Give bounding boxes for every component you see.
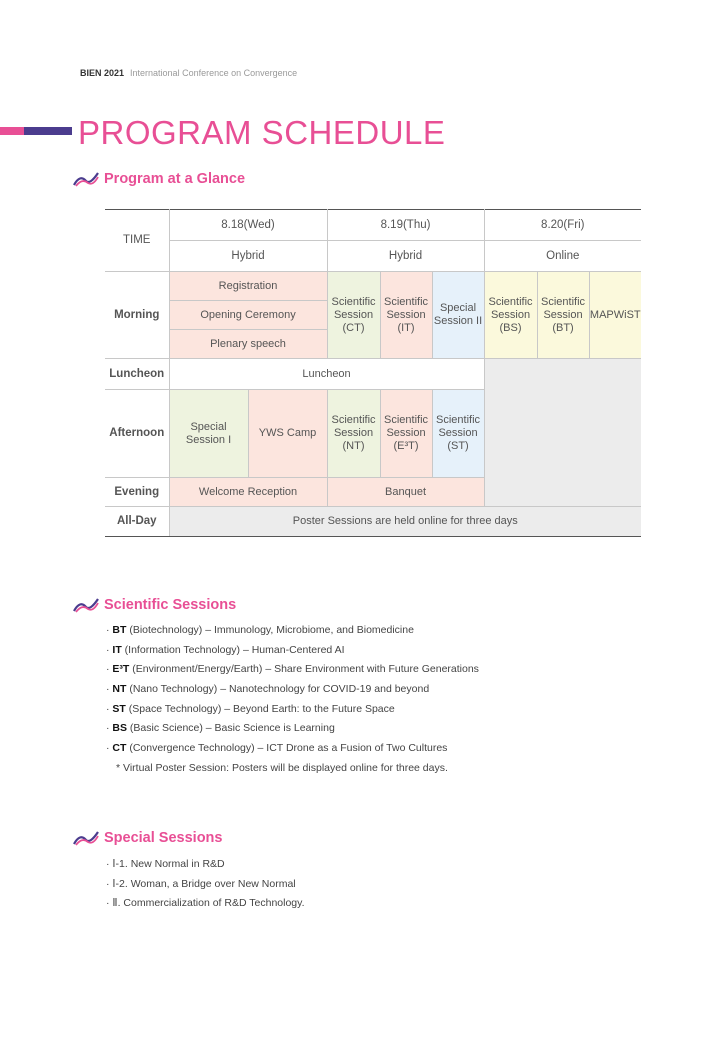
- mapwist-cell: MAPWiST: [589, 272, 641, 359]
- banquet-cell: Banquet: [327, 478, 484, 507]
- glance-heading-label: Program at a Glance: [104, 171, 246, 187]
- list-item: · E³T (Environment/Energy/Earth) – Share Environment with Future Generations: [106, 663, 479, 676]
- glance-heading: [72, 170, 245, 188]
- row-evening: Evening: [105, 478, 169, 507]
- list-item: · Ⅰ-1. New Normal in R&D: [106, 858, 225, 870]
- day1-mode: Hybrid: [169, 241, 327, 272]
- list-item: · ST (Space Technology) – Beyond Earth: to the Future Space: [106, 702, 395, 715]
- st-session-cell: Scientific Session (ST): [432, 390, 484, 478]
- schedule-table: [105, 209, 641, 537]
- nt-session-cell: Scientific Session (NT): [327, 390, 380, 478]
- poster-session-cell: Poster Sessions are held online for three days: [169, 507, 641, 537]
- day2-mode: Hybrid: [327, 241, 484, 272]
- day3-mode: Online: [484, 241, 641, 272]
- special-session-2-cell: Special Session II: [432, 272, 484, 359]
- opening-ceremony-cell: Opening Ceremony: [169, 301, 327, 330]
- swoosh-icon: [72, 596, 100, 614]
- empty-gray-cell: [484, 359, 641, 507]
- list-item: · BS (Basic Science) – Basic Science is Learning: [106, 722, 335, 735]
- ct-session-cell: Scientific Session (CT): [327, 272, 380, 359]
- row-allday: All-Day: [105, 507, 169, 537]
- list-item: · Ⅱ. Commercialization of R&D Technology.: [106, 897, 305, 910]
- swoosh-icon: [72, 170, 100, 188]
- page-header: [80, 68, 297, 78]
- registration-cell: Registration: [169, 272, 327, 301]
- virtual-poster-note: * Virtual Poster Session: Posters will be displayed online for three days.: [116, 761, 448, 774]
- accent-bar-purple: [24, 127, 72, 135]
- day1-date: 8.18(Wed): [169, 210, 327, 241]
- swoosh-icon: [72, 829, 100, 847]
- accent-bar-pink: [0, 127, 24, 135]
- it-session-cell: Scientific Session (IT): [380, 272, 432, 359]
- list-item: · BT (Biotechnology) – Immunology, Microbiome, and Biomedicine: [106, 624, 414, 636]
- list-item: · NT (Nano Technology) – Nanotechnology for COVID-19 and beyond: [106, 683, 430, 696]
- welcome-reception-cell: Welcome Reception: [169, 478, 327, 507]
- special-session-1-cell: Special Session I: [169, 390, 248, 478]
- header-subtitle: International Conference on Convergence: [130, 68, 298, 78]
- e3t-session-cell: Scientific Session (E³T): [380, 390, 432, 478]
- row-morning: Morning: [105, 272, 169, 359]
- scientific-heading-label: Scientific Sessions: [104, 597, 237, 613]
- list-item: · Ⅰ-2. Woman, a Bridge over New Normal: [106, 877, 296, 890]
- list-item: · IT (Information Technology) – Human-Centered AI: [106, 643, 345, 656]
- scientific-heading: [72, 596, 236, 614]
- list-item: · CT (Convergence Technology) – ICT Drone as a Fusion of Two Cultures: [106, 742, 448, 755]
- bt-session-cell: Scientific Session (BT): [537, 272, 589, 359]
- luncheon-cell: Luncheon: [169, 359, 484, 390]
- special-heading-label: Special Sessions: [104, 830, 223, 846]
- day2-date: 8.19(Thu): [327, 210, 484, 241]
- day3-date: 8.20(Fri): [484, 210, 641, 241]
- scientific-list: [106, 621, 479, 779]
- special-heading: [72, 829, 222, 847]
- bs-session-cell: Scientific Session (BS): [484, 272, 537, 359]
- special-list: [106, 855, 305, 914]
- row-afternoon: Afternoon: [105, 390, 169, 478]
- plenary-speech-cell: Plenary speech: [169, 330, 327, 359]
- brand-label: BIEN 2021: [80, 68, 125, 78]
- page-title: PROGRAM SCHEDULE: [78, 114, 446, 151]
- row-luncheon: Luncheon: [105, 359, 169, 390]
- yws-camp-cell: YWS Camp: [248, 390, 327, 478]
- time-header: TIME: [105, 210, 169, 272]
